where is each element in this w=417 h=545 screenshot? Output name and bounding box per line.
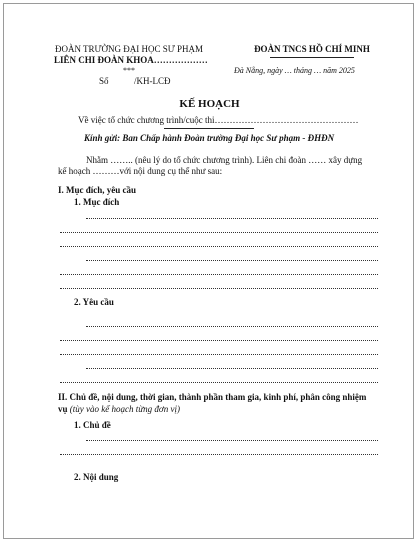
fill-line	[86, 260, 378, 261]
org-line-2: LIÊN CHI ĐOÀN KHOA………………	[54, 55, 208, 65]
fill-line	[60, 274, 378, 275]
section-2-title-note: (tùy vào kế hoạch từng đơn vị)	[69, 404, 180, 414]
fill-line	[60, 382, 378, 383]
section-2-title-line-2	[58, 404, 180, 414]
section-2-sub-1: 1. Chủ đề	[74, 420, 111, 430]
fill-line	[60, 288, 378, 289]
intro-line-2: kế hoạch ………với nội dung cụ thể như sau:	[58, 166, 223, 176]
org-name-right: ĐOÀN TNCS HỒ CHÍ MINH	[254, 44, 370, 54]
fill-line	[60, 340, 378, 341]
org-line-1: ĐOÀN TRƯỜNG ĐẠI HỌC SƯ PHẠM	[54, 44, 204, 54]
document-page	[3, 3, 414, 539]
place-date: Đà Nẵng, ngày … tháng … năm 2025	[234, 66, 355, 75]
document-subtitle: Về việc tổ chức chương trình/cuộc thi…………………………………………	[78, 115, 359, 125]
fill-line	[86, 368, 378, 369]
fill-line	[86, 440, 378, 441]
section-2-title-word: vụ	[58, 404, 68, 414]
section-2-sub-2: 2. Nội dung	[74, 472, 119, 482]
number-label: Số	[99, 76, 109, 86]
recipient-line: Kính gửi: Ban Chấp hành Đoàn trường Đại học Sư phạm - ĐHĐN	[84, 133, 335, 143]
section-1-sub-1: 1. Mục đích	[74, 197, 120, 207]
document-title: KẾ HOẠCH	[179, 98, 240, 110]
fill-line	[86, 218, 378, 219]
stars-divider: ***	[123, 66, 135, 75]
intro-line-1: Nhằm …….. (nêu lý do tổ chức chương trình). Liên chi đoàn …… xây dựng	[86, 155, 363, 165]
section-2-title-line-1: II. Chủ đề, nội dung, thời gian, thành phần tham gia, kinh phí, phân công nhiệm	[58, 392, 367, 402]
subtitle-underline	[164, 128, 254, 129]
number-code: /KH-LCĐ	[134, 76, 171, 86]
fill-line	[60, 454, 378, 455]
fill-line	[60, 232, 378, 233]
fill-line	[60, 354, 378, 355]
section-1-sub-2: 2. Yêu cầu	[74, 297, 114, 307]
section-1-title: I. Mục đích, yêu cầu	[58, 185, 137, 195]
org-name-underline	[270, 57, 354, 58]
fill-line	[60, 246, 378, 247]
fill-line	[86, 326, 378, 327]
